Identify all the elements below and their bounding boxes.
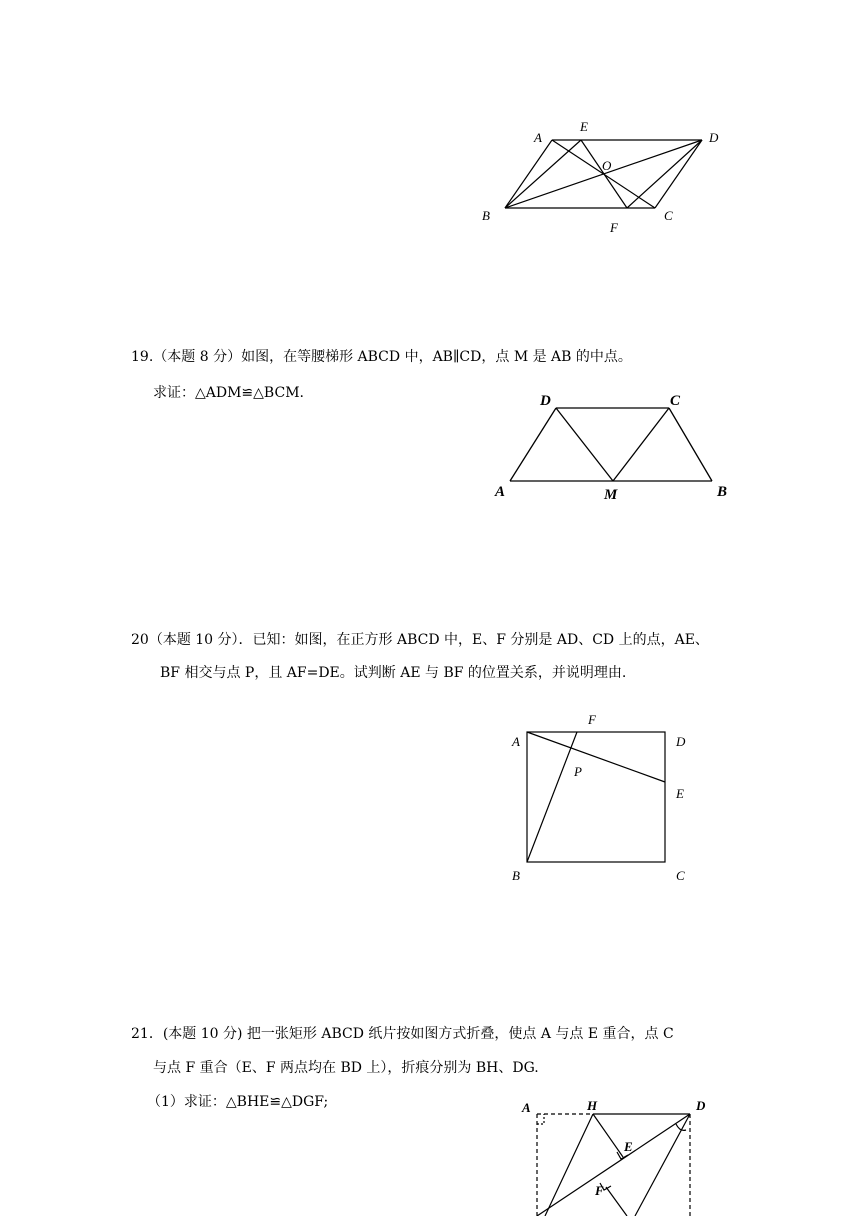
rectangle-fold-figure [0, 1090, 860, 1216]
label-D: D [696, 1098, 706, 1113]
label-D: D [540, 393, 551, 409]
label-C: C [670, 393, 681, 409]
square-ABCD [527, 732, 665, 862]
label-B: B [717, 484, 728, 500]
label-C: C [676, 868, 685, 883]
label-P: P [574, 764, 582, 779]
label-E: E [624, 1139, 633, 1154]
label-H: H [587, 1098, 598, 1113]
square-figure [0, 700, 860, 900]
crease-DG [635, 1114, 690, 1216]
label-O: O [602, 158, 612, 173]
label-C: C [664, 208, 673, 223]
q21-line1: 21．(本题 10 分) 把一张矩形 ABCD 纸片按如图方式折叠，使点 A 与点 E 重合，点 C [131, 1026, 674, 1042]
right-angle-mark-A [537, 1114, 544, 1124]
segment-BE [505, 140, 581, 208]
side-CD [655, 140, 702, 208]
q20-line1: 20（本题 10 分）．已知：如图，在正方形 ABCD 中，E、F 分别是 AD、CD 上的点，AE、 [131, 632, 709, 648]
side-AD [510, 408, 556, 481]
segment-HE [593, 1114, 623, 1157]
q19-line1: 19.（本题 8 分）如图，在等腰梯形 ABCD 中，AB∥CD，点 M 是 AB 的中点。 [131, 349, 632, 365]
label-D: D [709, 130, 719, 145]
label-A: A [495, 484, 506, 500]
q20-line2: BF 相交与点 P，且 AF=DE。试判断 AE 与 BF 的位置关系，并说明理由. [160, 665, 627, 681]
parallelogram-figure [0, 0, 860, 260]
label-M: M [604, 487, 618, 503]
label-E: E [676, 786, 684, 801]
q21-line2: 与点 F 重合（E、F 两点均在 BD 上），折痕分别为 BH、DG. [153, 1060, 539, 1076]
label-D: D [676, 734, 686, 749]
label-A: A [522, 1100, 531, 1115]
q19-line2: 求证：△ADM≌△BCM. [153, 385, 304, 401]
segment-FD [627, 140, 702, 208]
label-B: B [482, 208, 490, 223]
diagonal-BD [537, 1114, 690, 1216]
label-F: F [610, 220, 618, 235]
segment-BF [527, 732, 577, 862]
label-A: A [534, 130, 542, 145]
label-F: F [588, 712, 596, 727]
crease-BH [545, 1114, 593, 1216]
label-F: F [595, 1183, 604, 1198]
trapezoid-figure [0, 380, 860, 520]
segment-CM [613, 408, 669, 481]
side-CB [669, 408, 712, 481]
label-E: E [580, 119, 588, 134]
label-B: B [512, 868, 520, 883]
q21-line3: （1）求证：△BHE≌△DGF; [147, 1094, 329, 1110]
label-A: A [512, 734, 520, 749]
segment-FG [606, 1187, 627, 1216]
side-AB [505, 140, 552, 208]
segment-DM [556, 408, 613, 481]
segment-AE [527, 732, 665, 782]
segment-EF [581, 140, 627, 208]
